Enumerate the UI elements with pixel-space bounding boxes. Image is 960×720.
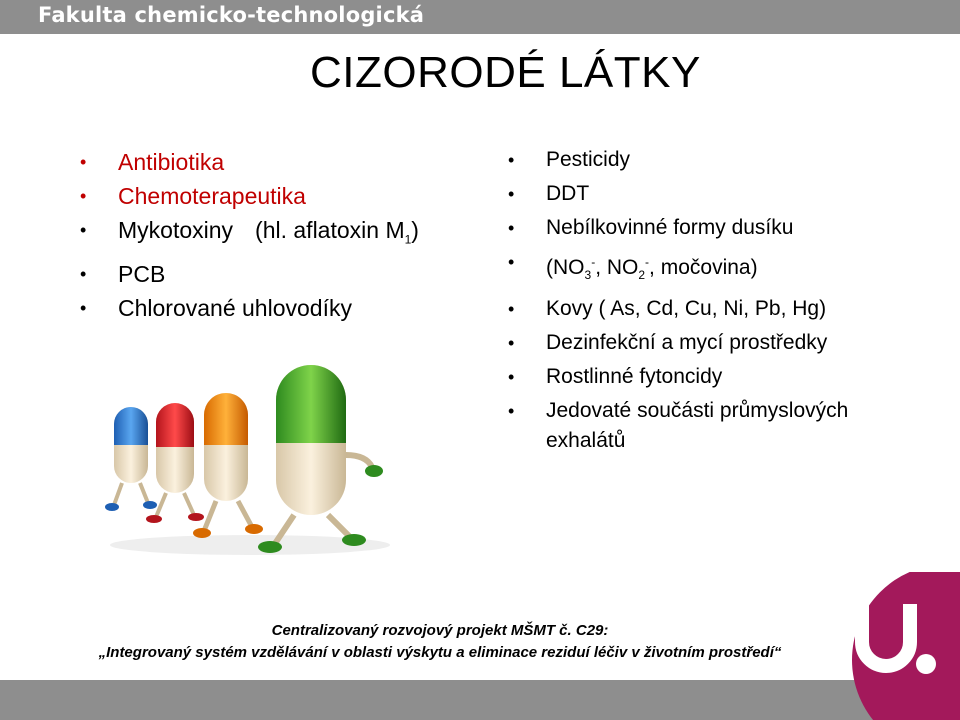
list-item	[80, 213, 419, 257]
blue-pill	[105, 407, 157, 511]
list-item-text: Dezinfekční a mycí prostředky	[546, 331, 828, 355]
list-item-note: (hl. aflatoxin $M_1$)	[255, 217, 419, 247]
list-item-text: Jedovaté součásti průmyslových exhalátů	[546, 399, 849, 453]
list-item	[80, 145, 419, 179]
list-item-text: Rostlinné fytoncidy	[546, 365, 723, 389]
bullet-icon: •	[508, 367, 515, 388]
bullet-icon: •	[80, 152, 87, 172]
list-item	[508, 362, 908, 392]
bullet-icon: •	[80, 220, 87, 240]
green-pill	[258, 365, 383, 553]
bottom-bar	[0, 680, 960, 720]
list-item	[508, 145, 908, 175]
list-item	[508, 294, 908, 324]
bullet-icon: •	[508, 299, 515, 320]
faculty-name: Fakulta chemicko-technologická	[38, 3, 425, 27]
project-line: Centralizovaný rozvojový projekt MŠMT č. C29:	[271, 622, 609, 639]
project-name: „Integrovaný systém vzdělávání v oblasti výskytu a eliminace reziduí léčiv v životním prostředí“	[98, 644, 782, 661]
list-item-text: PCB	[118, 260, 166, 287]
list-item	[508, 328, 908, 358]
list-item-text: Chemoterapeutika	[118, 183, 306, 209]
slide-title: CIZORODÉ LÁTKY	[310, 48, 701, 97]
list-item	[508, 213, 908, 243]
bullet-icon: •	[508, 218, 515, 238]
left-bullet-list	[80, 145, 419, 325]
list-item-text: Antibiotika	[118, 149, 225, 175]
bullet-icon: •	[508, 252, 515, 272]
bullet-icon: •	[80, 297, 87, 318]
list-item-text: DDT	[546, 182, 590, 205]
list-item-text: ($NO_3^-$, $NO_2^-$, močovina)	[546, 255, 758, 283]
list-item-text: Kovy ( As, Cd, Cu, Ni, Pb, Hg)	[546, 297, 827, 321]
list-item-text: Chlorované uhlovodíky	[118, 294, 352, 321]
bullet-icon: •	[508, 401, 515, 422]
list-item	[508, 247, 908, 290]
list-item-text: Pesticidy	[546, 148, 631, 171]
list-item	[80, 291, 419, 325]
bullet-icon: •	[508, 150, 515, 170]
university-logo-icon	[820, 572, 960, 720]
header-bar	[0, 0, 960, 34]
bullet-icon: •	[508, 184, 515, 204]
list-item	[508, 396, 908, 456]
list-item	[80, 179, 419, 213]
walking-pills-icon	[100, 335, 400, 560]
list-item	[80, 257, 419, 291]
list-item-text: Mykotoxiny	[118, 217, 234, 243]
bullet-icon: •	[80, 263, 87, 284]
bullet-icon: •	[508, 333, 515, 354]
bullet-icon: •	[80, 186, 87, 206]
right-bullet-list	[508, 145, 908, 460]
list-item-text: Nebílkovinné formy dusíku	[546, 216, 794, 239]
list-item	[508, 179, 908, 209]
